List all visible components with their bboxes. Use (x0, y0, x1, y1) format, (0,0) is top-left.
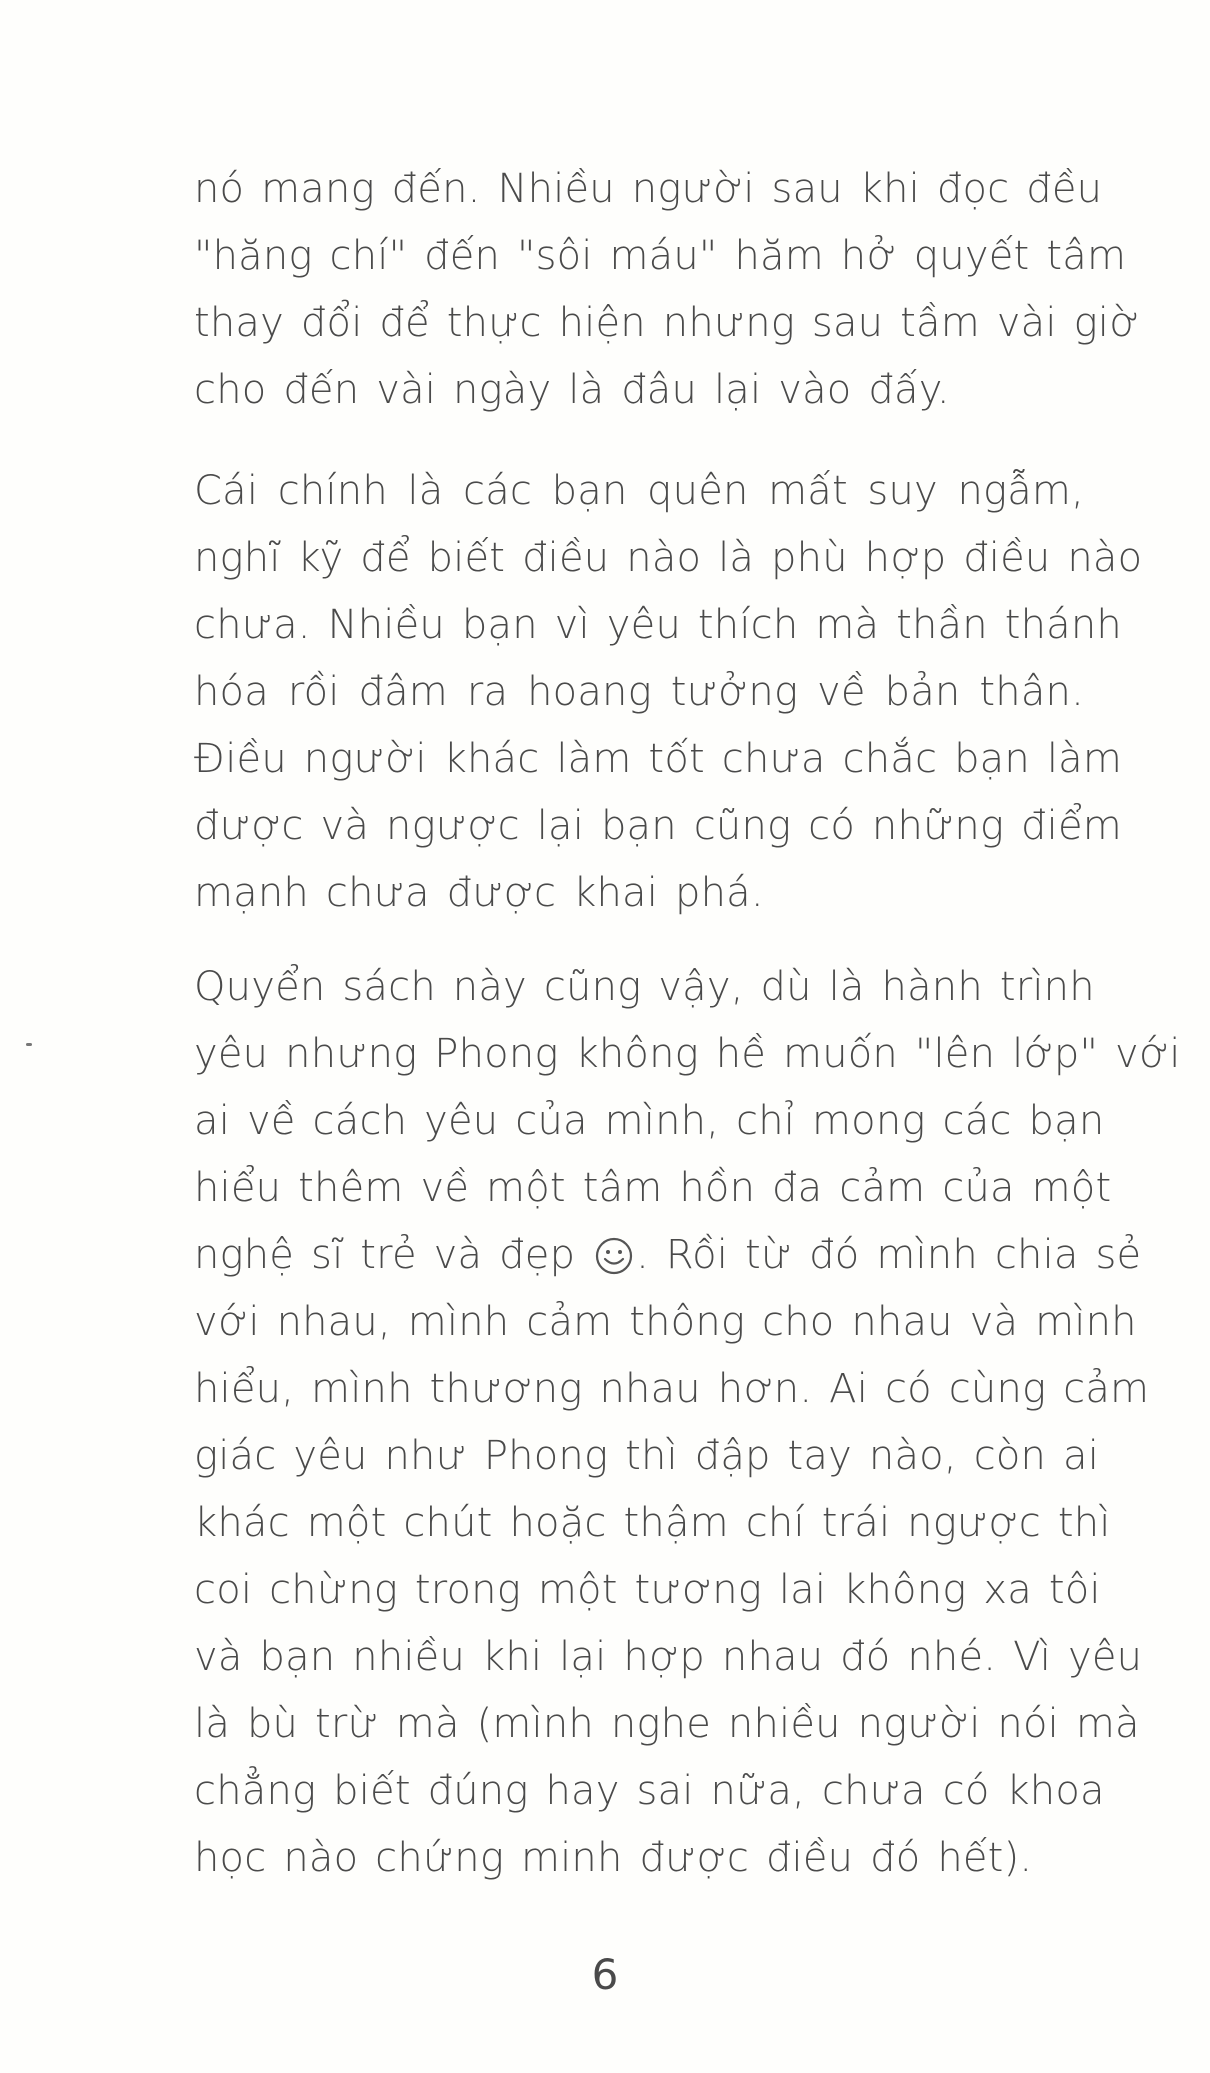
text-line: học nào chứng minh được điều đó hết). (194, 1835, 1033, 1881)
text-line: giác yêu như Phong thì đập tay nào, còn ai (194, 1433, 1100, 1479)
text-line: chẳng biết đúng hay sai nữa, chưa có khoa (194, 1768, 1105, 1814)
text-line: được và ngược lại bạn cũng có những điểm (194, 803, 1122, 849)
text-line: là bù trừ mà (mình nghe nhiều người nói mà (194, 1701, 1140, 1747)
text-line: thay đổi để thực hiện nhưng sau tầm vài giờ (194, 300, 1140, 346)
text-segment: nghệ sĩ trẻ và đẹp (194, 1232, 593, 1278)
text-segment: . Rồi từ đó mình chia sẻ (636, 1232, 1142, 1278)
text-line: mạnh chưa được khai phá. (194, 870, 764, 916)
paragraph-2 (194, 458, 1143, 927)
text-line: và bạn nhiều khi lại hợp nhau đó nhé. Vì yêu (194, 1634, 1143, 1680)
text-line: cho đến vài ngày là đâu lại vào đấy. (194, 367, 950, 413)
text-line: yêu nhưng Phong không hề muốn "lên lớp" với (194, 1031, 1181, 1077)
stray-mark (26, 1043, 32, 1046)
text-line: chưa. Nhiều bạn vì yêu thích mà thần thánh (194, 602, 1122, 648)
text-line: "hăng chí" đến "sôi máu" hăm hở quyết tâm (194, 233, 1127, 279)
text-line: coi chừng trong một tương lai không xa tôi (194, 1567, 1101, 1613)
text-line: Quyển sách này cũng vậy, dù là hành trình (194, 964, 1095, 1010)
text-line: hiểu thêm về một tâm hồn đa cảm của một (194, 1165, 1112, 1211)
smiley-face-icon (594, 1230, 634, 1270)
text-line: với nhau, mình cảm thông cho nhau và mình (194, 1299, 1137, 1345)
text-line: hiểu, mình thương nhau hơn. Ai có cùng cảm (194, 1366, 1150, 1412)
text-line: nó mang đến. Nhiều người sau khi đọc đều (194, 166, 1103, 212)
text-line: Cái chính là các bạn quên mất suy ngẫm, (194, 468, 1084, 514)
text-line: khác một chút hoặc thậm chí trái ngược thì (194, 1500, 1111, 1546)
paragraph-1 (194, 156, 1140, 424)
text-line: ai về cách yêu của mình, chỉ mong các bạn (194, 1098, 1105, 1144)
text-line: Điều người khác làm tốt chưa chắc bạn làm (194, 736, 1123, 782)
text-line: nghĩ kỹ để biết điều nào là phù hợp điều nào (194, 535, 1143, 581)
text-line: hóa rồi đâm ra hoang tưởng về bản thân. (194, 669, 1084, 715)
page-number: 6 (591, 1950, 619, 1999)
text-line (194, 1222, 1142, 1289)
paragraph-3 (194, 954, 1181, 1892)
